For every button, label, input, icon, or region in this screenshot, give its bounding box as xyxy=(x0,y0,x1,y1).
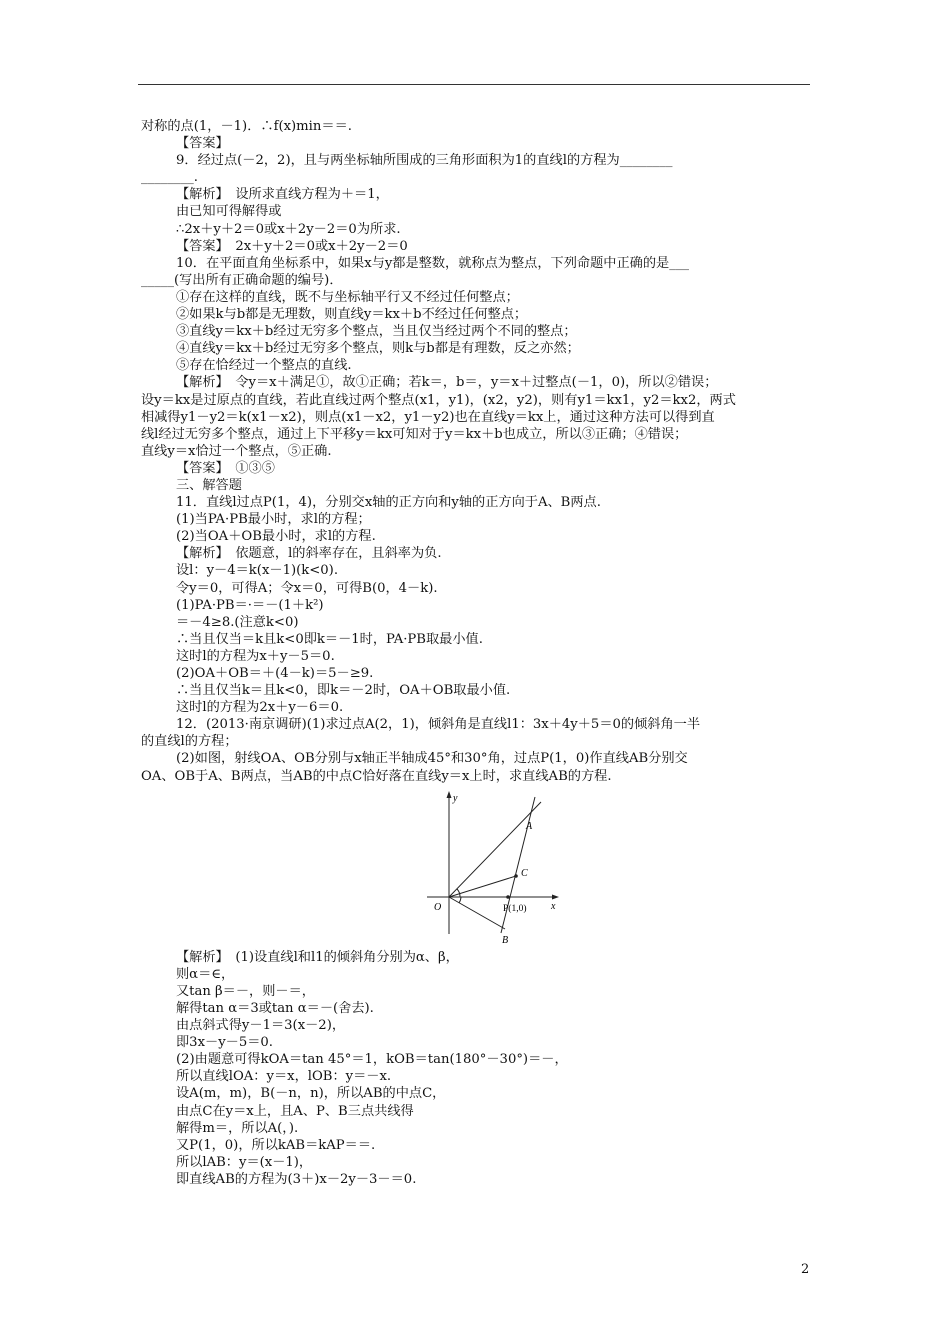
text-line: 三、解答题 xyxy=(176,477,242,493)
label-y: y xyxy=(453,792,458,804)
text-line: 【解析】 设所求直线方程为＋＝1， xyxy=(176,187,389,203)
text-line: 【答案】 2x＋y＋2＝0或x＋2y－2＝0 xyxy=(176,238,408,254)
figure-svg xyxy=(423,789,573,945)
text-line: 这时l的方程为2x＋y－6＝0. xyxy=(176,700,344,716)
text-line: ④直线y＝kx＋b经过无穷多个整点，则k与b都是有理数，反之亦然； xyxy=(176,341,580,357)
text-line: 令y＝0，可得A；令x＝0，可得B(0，4－k). xyxy=(176,580,438,596)
text-line: 【答案】 xyxy=(176,136,229,152)
label-C: C xyxy=(521,867,528,879)
text-line: (2)当OA＋OB最小时，求l的方程. xyxy=(176,529,376,545)
text-line: (1)PA·PB＝·＝－(1＋k²) xyxy=(176,597,324,613)
x-axis-arrow xyxy=(552,894,559,899)
text-line: ③直线y＝kx＋b经过无穷多个整点，当且仅当经过两个不同的整点； xyxy=(176,324,577,340)
text-line: 所以直线lOA：y＝x，lOB：y＝－x. xyxy=(176,1069,392,1085)
text-line: 设A(m，m)，B(－n，n)，所以AB的中点C， xyxy=(176,1086,446,1102)
text-line: 又P(1，0)，所以kAB＝kAP＝＝. xyxy=(176,1137,376,1153)
point-P xyxy=(506,895,510,899)
text-line: ∴当且仅当＝k且k<0即k＝－1时，PA·PB取最小值. xyxy=(176,631,483,647)
text-line: ①存在这样的直线，既不与坐标轴平行又不经过任何整点； xyxy=(176,289,519,305)
text-line: 这时l的方程为x＋y－5＝0. xyxy=(176,648,335,664)
text-line: 解得m＝，所以A(，). xyxy=(176,1120,299,1136)
text-line: 解得tan α＝3或tan α＝－(舍去). xyxy=(176,1000,374,1016)
text-line: 【解析】 令y＝x＋满足①，故①正确；若k＝，b＝，y＝x＋过整点(－1，0)，所以②错误； xyxy=(176,375,718,391)
text-line: 【解析】 依题意，l的斜率存在，且斜率为负. xyxy=(176,546,442,562)
angle-arc-45 xyxy=(457,889,460,897)
page-number: 2 xyxy=(801,1262,810,1277)
document-body xyxy=(141,118,813,1188)
text-line: 10．在平面直角坐标系中，如果x与y都是整数，就称点为整点，下列命题中正确的是___ xyxy=(176,255,690,271)
text-line: ∴当且仅当k＝且k<0，即k＝－2时，OA＋OB取最小值. xyxy=(176,683,511,699)
text-line: 设y＝kx是过原点的直线，若此直线过两个整点(x1，y1)，(x2，y2)，则有y1＝kx1，y2＝kx2，两式 xyxy=(141,392,736,408)
text-line: 【解析】 (1)设直线l和l1的倾斜角分别为α、β， xyxy=(176,949,459,965)
text-line: 对称的点(1，－1)．∴f(x)min＝＝. xyxy=(141,119,352,134)
text-line: ⑤存在恰经过一个整点的直线. xyxy=(176,358,352,374)
text-line: 相减得y1－y2＝k(x1－x2)，则点(x1－x2，y1－y2)也在直线y＝kx上，通过这种方法可以得到直 xyxy=(141,409,715,425)
text-line: 即直线AB的方程为(3＋)x－2y－3－＝0. xyxy=(176,1171,417,1187)
text-line: 11．直线l过点P(1，4)，分别交x轴的正方向和y轴的正方向于A、B两点. xyxy=(176,495,601,511)
label-P: P(1,0) xyxy=(503,903,527,914)
text-line: (2)由题意可得kOA＝tan 45°＝1，kOB＝tan(180°－30°)＝－， xyxy=(176,1052,568,1068)
text-block-before-figure xyxy=(141,118,813,785)
text-line: ＝－4≥8.(注意k<0) xyxy=(176,614,299,630)
ray-OB xyxy=(449,897,505,929)
text-line: 即3x－y－5＝0. xyxy=(176,1035,273,1051)
text-line: 线l经过无穷多个整点，通过上下平移y＝kx可知对于y＝kx＋b也成立，所以③正确；④错误； xyxy=(141,426,688,442)
text-line: OA、OB于A、B两点，当AB的中点C恰好落在直线y＝x上时，求直线AB的方程. xyxy=(141,768,612,784)
label-x: x xyxy=(551,900,556,912)
text-line: 12．(2013·南京调研)(1)求过点A(2，1)，倾斜角是直线l1：3x＋4y＋5＝0的倾斜角一半 xyxy=(176,717,701,733)
text-line: 的直线l的方程； xyxy=(141,734,238,750)
text-line: ②如果k与b都是无理数，则直线y＝kx＋b不经过任何整点； xyxy=(176,307,528,323)
text-block-after-figure xyxy=(141,949,813,1188)
label-O: O xyxy=(434,901,442,913)
text-line: ∴2x＋y＋2＝0或x＋2y－2＝0为所求. xyxy=(176,221,401,237)
text-line: 9．经过点(－2，2)，且与两坐标轴所围成的三角形面积为1的直线l的方程为________ xyxy=(176,153,673,169)
text-line: _____(写出所有正确命题的编号)． xyxy=(141,272,343,288)
text-line: 由已知可得解得或 xyxy=(176,204,282,220)
text-line: 又tan β＝－，则－＝， xyxy=(176,983,315,999)
text-line: 【答案】 ①③⑤ xyxy=(176,460,275,476)
header-rule xyxy=(138,84,810,85)
text-line: 直线y＝x恰过一个整点，⑤正确. xyxy=(141,443,332,459)
text-line: ________. xyxy=(141,170,198,186)
angle-arc-30 xyxy=(459,897,461,903)
text-line: 设l：y－4＝k(x－1)(k<0). xyxy=(176,563,339,579)
text-line: 由点斜式得y－1＝3(x－2)， xyxy=(176,1018,346,1034)
text-line: 则α＝∈， xyxy=(176,966,235,982)
text-line: 所以lAB：y＝(x－1)， xyxy=(176,1154,313,1170)
label-B: B xyxy=(502,934,509,945)
y-axis-arrow xyxy=(447,791,452,798)
text-line: (1)当PA·PB最小时，求l的方程； xyxy=(176,512,371,528)
label-A: A xyxy=(526,820,533,832)
geometry-figure xyxy=(141,789,813,947)
text-line: (2)如图，射线OA、OB分别与x轴正半轴成45°和30°角，过点P(1，0)作直线AB分别交 xyxy=(176,751,688,767)
text-line: (2)OA＋OB＝＋(4－k)＝5－≥9. xyxy=(176,666,374,681)
text-line: 由点C在y＝x上，且A、P、B三点共线得 xyxy=(176,1103,414,1119)
point-C xyxy=(514,874,518,878)
